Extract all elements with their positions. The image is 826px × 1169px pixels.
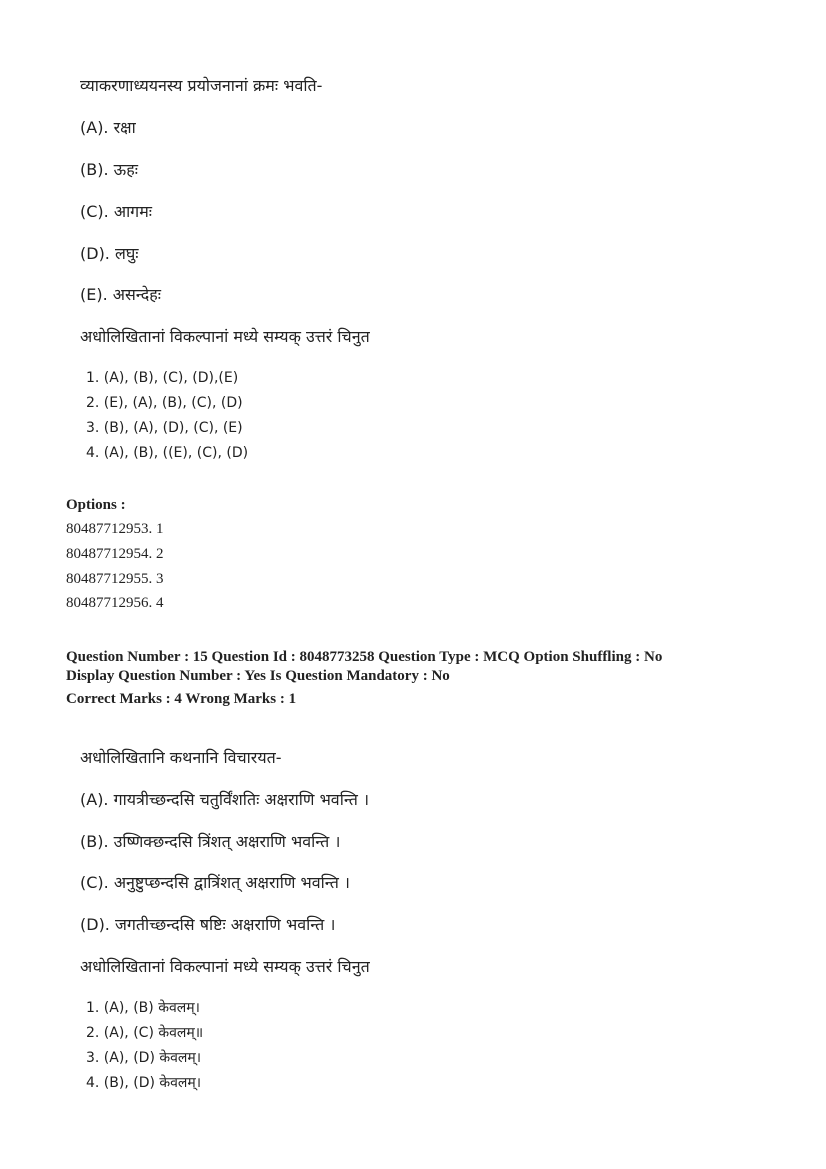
option-row-1: 80487712953. 1 bbox=[66, 521, 164, 537]
question-14-prompt: व्याकरणाध्ययनस्य प्रयोजनानां क्रमः भवति- bbox=[80, 76, 323, 95]
question-15-instruction: अधोलिखितानां विकल्पानां मध्ये सम्यक् उत्तरं चिनुत bbox=[80, 957, 370, 976]
question-15-item-a: (A). गायत्रीच्छन्दसि चतुर्विंशतिः अक्षराणि भवन्ति । bbox=[80, 790, 370, 809]
question-14-choice-4: 4. (A), (B), ((E), (C), (D) bbox=[86, 445, 249, 461]
question-14-choice-1: 1. (A), (B), (C), (D),(E) bbox=[86, 370, 239, 386]
question-15-meta-line-3: Correct Marks : 4 Wrong Marks : 1 bbox=[66, 691, 297, 707]
option-row-4: 80487712956. 4 bbox=[66, 595, 164, 611]
question-14-choice-2: 2. (E), (A), (B), (C), (D) bbox=[86, 395, 243, 411]
question-14-item-c: (C). आगमः bbox=[80, 202, 152, 221]
question-14-choice-3: 3. (B), (A), (D), (C), (E) bbox=[86, 420, 243, 436]
question-14-item-d: (D). लघुः bbox=[80, 244, 139, 263]
question-15-prompt: अधोलिखितानि कथनानि विचारयत- bbox=[80, 748, 282, 767]
question-14-item-e: (E). असन्देहः bbox=[80, 285, 161, 304]
option-row-2: 80487712954. 2 bbox=[66, 546, 164, 562]
question-14-item-a: (A). रक्षा bbox=[80, 118, 136, 137]
question-14-instruction: अधोलिखितानां विकल्पानां मध्ये सम्यक् उत्तरं चिनुत bbox=[80, 327, 370, 346]
question-15-meta-line-2: Display Question Number : Yes Is Question Mandatory : No bbox=[66, 668, 450, 684]
question-15-choice-2: 2. (A), (C) केवलम्॥ bbox=[86, 1025, 204, 1041]
question-15-item-b: (B). उष्णिक्छन्दसि त्रिंशत् अक्षराणि भवन्ति । bbox=[80, 832, 341, 851]
question-15-choice-1: 1. (A), (B) केवलम्। bbox=[86, 1000, 200, 1016]
question-14-item-b: (B). ऊहः bbox=[80, 160, 138, 179]
options-heading: Options : bbox=[66, 497, 126, 513]
question-15-choice-3: 3. (A), (D) केवलम्। bbox=[86, 1050, 202, 1066]
option-row-3: 80487712955. 3 bbox=[66, 571, 164, 587]
question-15-meta-line-1: Question Number : 15 Question Id : 8048773258 Question Type : MCQ Option Shuffling : No bbox=[66, 649, 663, 665]
question-15-item-c: (C). अनुष्टुप्छन्दसि द्वात्रिंशत् अक्षराणि भवन्ति । bbox=[80, 873, 350, 892]
question-15-choice-4: 4. (B), (D) केवलम्। bbox=[86, 1075, 202, 1091]
question-15-item-d: (D). जगतीच्छन्दसि षष्टिः अक्षराणि भवन्ति । bbox=[80, 915, 336, 934]
